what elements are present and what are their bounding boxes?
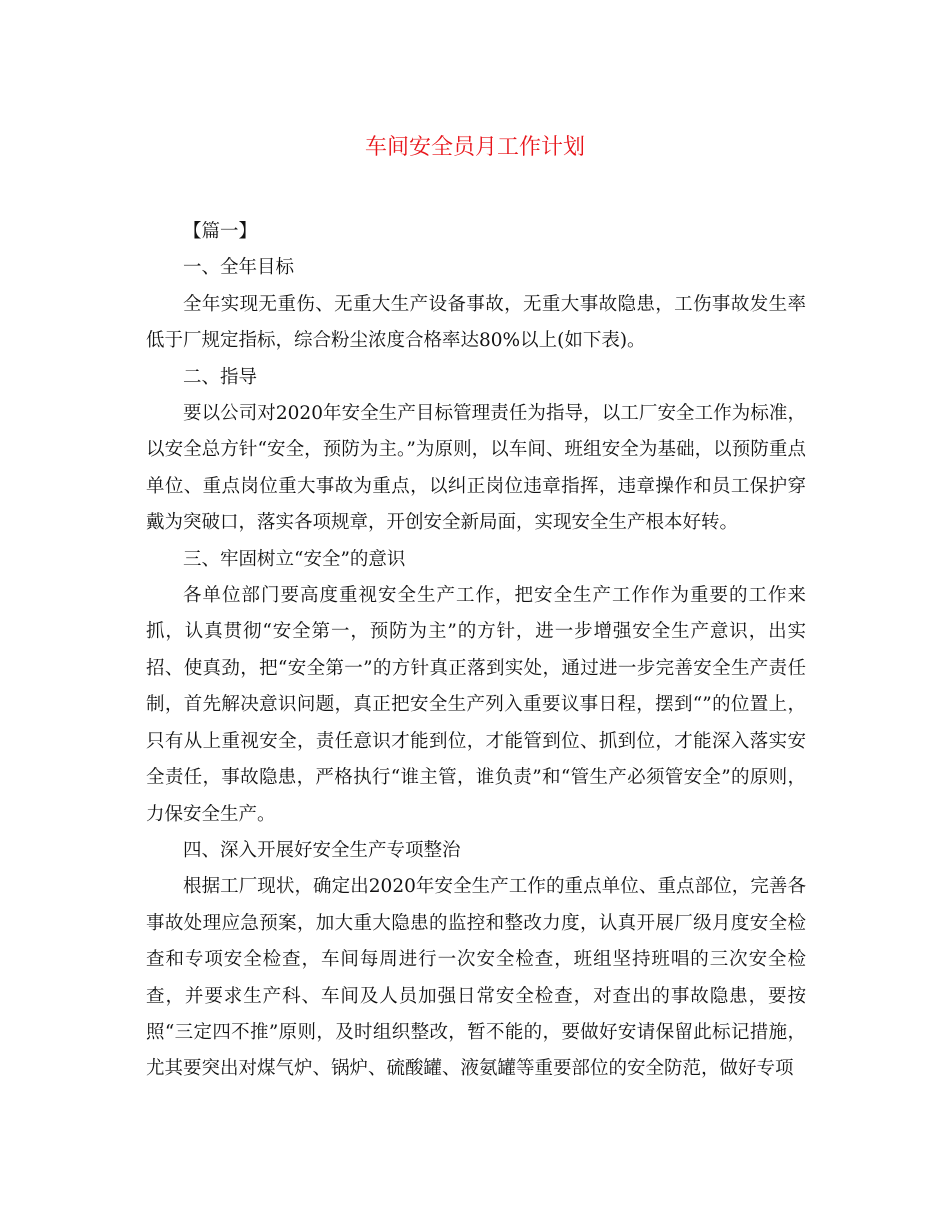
heading-annual-goal: 一、全年目标 (183, 257, 295, 279)
section-heading-part-one: 【篇一】 (183, 221, 258, 242)
heading-safety-awareness: 三、牢固树立“安全”的意识 (183, 548, 406, 570)
paragraph-annual-goal: 全年实现无重伤、无重大生产设备事故，无重大事故隐患，工伤事故发生率低于厂规定指标，综合粉尘浓度合格率达80%以上(如下表)。 (146, 293, 806, 352)
paragraph-guidance: 要以公司对2020年安全生产目标管理责任为指导，以工厂安全工作为标准，以安全总方针“安全，预防为主。”为原则，以车间、班组安全为基础，以预防重点单位、重点岗位重大事故为重点，以纠正岗位违章指挥，违章操作和员工保护穿戴为突破口，落实各项规章，开创安全新局面，实现安全生产根本好转。 (146, 403, 806, 534)
document-title: 车间安全员月工作计划 (364, 135, 585, 160)
paragraph-safety-awareness: 各单位部门要高度重视安全生产工作，把安全生产工作作为重要的工作来抓，认真贯彻“安全第一，预防为主”的方针，进一步增强安全生产意识，出实招、使真劲，把“安全第一”的方针真正落到实处，通过进一步完善安全生产责任制，首先解决意识问题，真正把安全生产列入重要议事日程，摆到“”的位置上，只有从上重视安全，责任意识才能到位，才能管到位、抓到位，才能深入落实安全责任，事故隐患，严格执行“谁主管，谁负责”和“管生产必须管安全”的原则，力保安全生产。 (146, 585, 806, 825)
paragraph-special-rectification: 根据工厂现状，确定出2020年安全生产工作的重点单位、重点部位，完善各事故处理应急预案，加大重大隐患的监控和整改力度，认真开展厂级月度安全检查和专项安全检查，车间每周进行一次安全检查，班组坚持班唱的三次安全检查，并要求生产科、车间及人员加强日常安全检查，对查出的事故隐患，要按照“三定四不推”原则，及时组织整改，暂不能的，要做好安请保留此标记措施，尤其要突出对煤气炉、锅炉、硫酸罐、液氨罐等重要部位的安全防范，做好专项 (146, 876, 806, 1080)
document-body (146, 214, 806, 1088)
heading-guidance: 二、指导 (183, 366, 258, 388)
heading-special-rectification: 四、深入开展好安全生产专项整治 (183, 839, 461, 861)
